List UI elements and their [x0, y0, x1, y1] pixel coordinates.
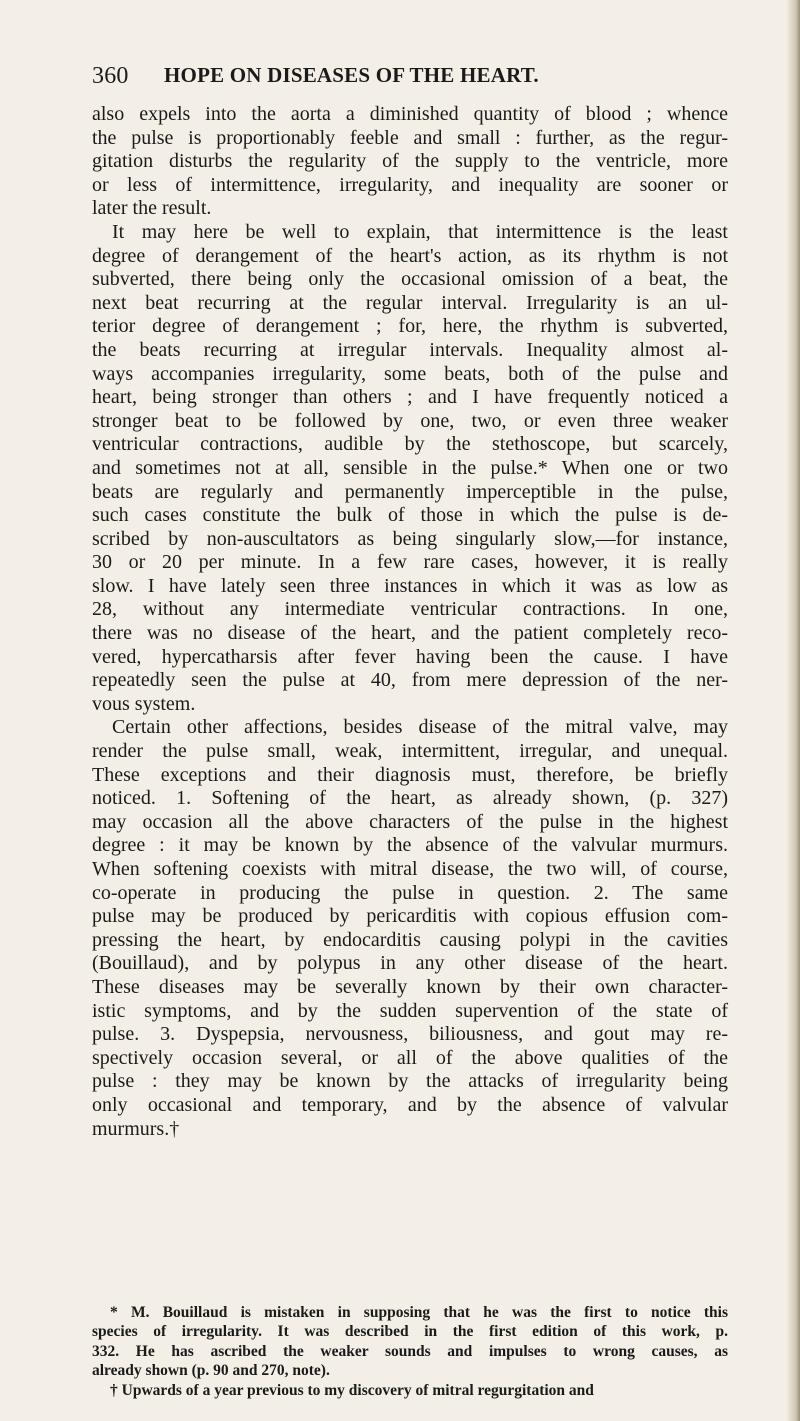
text-line: pulse. 3. Dyspepsia, nervousness, biliousness, and gout may re-: [92, 1023, 728, 1046]
text-line: Certain other affections, besides disease of the mitral valve, may: [112, 716, 728, 739]
footnote-line: 332. He has ascribed the weaker sounds and impulses to wrong causes, as: [92, 1342, 728, 1360]
text-line: stronger beat to be followed by one, two, or even three weaker: [92, 409, 728, 432]
text-line: degree of derangement of the heart's action, as its rhythm is not: [92, 244, 728, 267]
text-line: 30 or 20 per minute. In a few rare cases, however, it is really: [92, 551, 728, 574]
text-line: there was no disease of the heart, and the patient completely reco-: [92, 622, 728, 645]
footnote-line: * M. Bouillaud is mistaken in supposing that he was the first to notice this: [110, 1304, 728, 1321]
text-line: also expels into the aorta a diminished quantity of blood ; whence: [92, 103, 728, 125]
text-line: pulse : they may be known by the attacks of irregularity being: [92, 1070, 728, 1093]
body-text: [92, 103, 728, 1141]
page-number: 360: [92, 63, 129, 89]
running-head: HOPE ON DISEASES OF THE HEART.: [164, 63, 539, 87]
text-line: murmurs.†: [92, 1117, 180, 1140]
footnotes: [92, 1303, 728, 1400]
text-line: vered, hypercatharsis after fever having been the cause. I have: [92, 645, 728, 668]
text-line: noticed. 1. Softening of the heart, as already shown, (p. 327): [92, 787, 728, 810]
text-line: These exceptions and their diagnosis must, therefore, be briefly: [92, 763, 728, 786]
text-line: scribed by non-auscultators as being singularly slow,—for instance,: [92, 527, 728, 550]
page-header: [92, 60, 732, 96]
text-line: pulse may be produced by pericarditis with copious effusion com-: [92, 905, 728, 928]
text-line: or less of intermittence, irregularity, and inequality are sooner or: [92, 173, 728, 196]
footnote-line: † Upwards of a year previous to my discovery of mitral regurgitation and: [110, 1381, 594, 1399]
text-line: These diseases may be severally known by their own character-: [92, 975, 728, 998]
text-line: may occasion all the above characters of the pulse in the highest: [92, 810, 728, 833]
text-line: co-operate in producing the pulse in question. 2. The same: [92, 881, 728, 904]
text-line: render the pulse small, weak, intermittent, irregular, and unequal.: [92, 740, 728, 763]
text-line: It may here be well to explain, that intermittence is the least: [112, 220, 728, 243]
text-line: vous system.: [92, 692, 196, 715]
footnote-line: already shown (p. 90 and 270, note).: [92, 1362, 330, 1380]
text-line: only occasional and temporary, and by the absence of valvular: [92, 1093, 728, 1116]
footnote-line: species of irregularity. It was described in the first edition of this work, p.: [92, 1323, 728, 1341]
text-line: subverted, there being only the occasional omission of a beat, the: [92, 268, 728, 291]
text-line: later the result.: [92, 197, 212, 220]
text-line: such cases constitute the bulk of those in which the pulse is de-: [92, 504, 728, 527]
page-edge-shadow: [786, 0, 800, 1421]
text-line: pressing the heart, by endocarditis causing polypi in the cavities: [92, 928, 728, 951]
text-line: gitation disturbs the regularity of the supply to the ventricle, more: [92, 150, 728, 173]
text-line: the beats recurring at irregular intervals. Inequality almost al-: [92, 338, 728, 361]
text-line: and sometimes not at all, sensible in the pulse.* When one or two: [92, 456, 728, 479]
text-line: terior degree of derangement ; for, here, the rhythm is subverted,: [92, 315, 728, 338]
text-line: beats are regularly and permanently imperceptible in the pulse,: [92, 480, 728, 503]
text-line: the pulse is proportionably feeble and small : further, as the regur-: [92, 126, 728, 149]
text-line: degree : it may be known by the absence of the valvular murmurs.: [92, 834, 728, 857]
text-line: (Bouillaud), and by polypus in any other disease of the heart.: [92, 952, 728, 975]
text-line: istic symptoms, and by the sudden supervention of the state of: [92, 999, 728, 1022]
text-line: ways accompanies irregularity, some beats, both of the pulse and: [92, 362, 728, 385]
text-line: spectively occasion several, or all of the above qualities of the: [92, 1046, 728, 1069]
text-line: ventricular contractions, audible by the stethoscope, but scarcely,: [92, 433, 728, 456]
text-line: next beat recurring at the regular interval. Irregularity is an ul-: [92, 291, 728, 314]
text-line: slow. I have lately seen three instances in which it was as low as: [92, 574, 728, 597]
text-line: repeatedly seen the pulse at 40, from mere depression of the ner-: [92, 669, 728, 692]
text-line: heart, being stronger than others ; and I have frequently noticed a: [92, 386, 728, 409]
text-line: When softening coexists with mitral disease, the two will, of course,: [92, 858, 728, 880]
text-line: 28, without any intermediate ventricular contractions. In one,: [92, 598, 728, 621]
